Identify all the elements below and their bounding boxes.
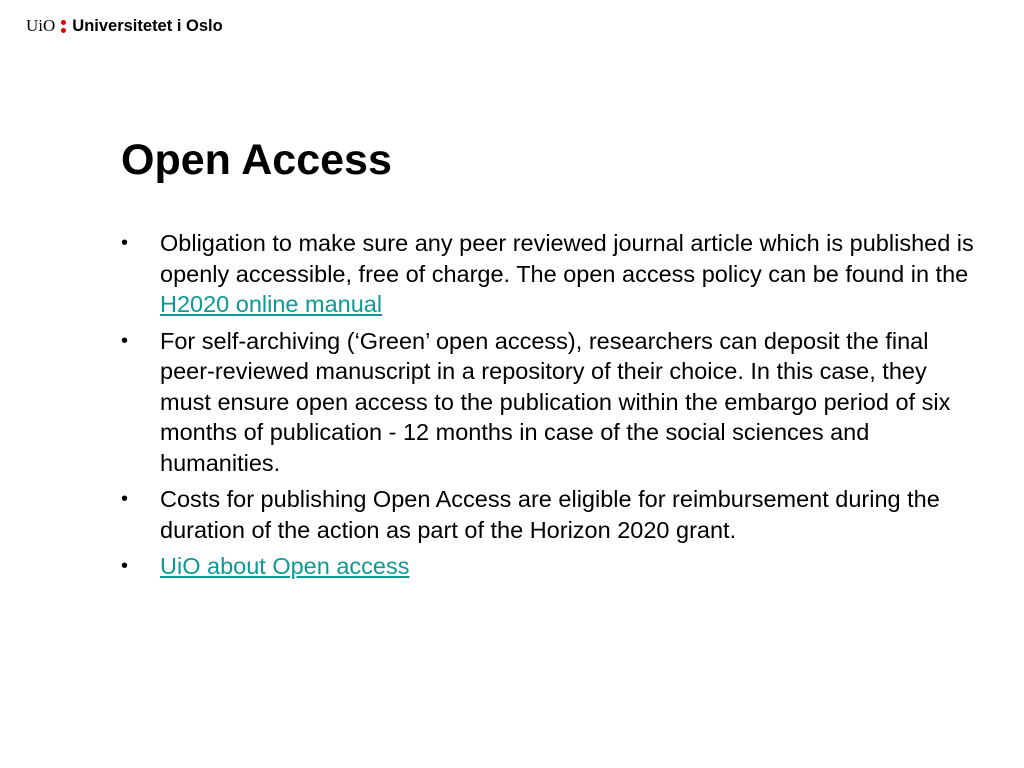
bullet-icon: • bbox=[121, 329, 129, 352]
logo-short-name: UiO bbox=[26, 16, 56, 35]
bullet-icon: • bbox=[121, 555, 129, 577]
bullet-item-self-archiving bbox=[121, 326, 981, 479]
h2020-manual-link[interactable]: H2020 online manual bbox=[160, 291, 383, 317]
bullet-item-obligation bbox=[121, 228, 981, 320]
bullet-icon: • bbox=[121, 488, 129, 510]
logo-dot bbox=[61, 28, 66, 33]
bullet-text: Obligation to make sure any peer reviewed journal article which is published is openly accessible, free of charge. The open access policy can be found in the bbox=[160, 230, 974, 287]
bullet-item-uio-link bbox=[121, 551, 981, 582]
logo-dot bbox=[61, 20, 66, 25]
bullet-text: For self-archiving (‘Green’ open access), researchers can deposit the final peer-reviewed manuscript in a repository of their choice. In this case, they must ensure open access to the publication within the embargo period of six months of publication - 12 months in case of the social sciences and humanities. bbox=[160, 327, 951, 476]
logo-dots-icon bbox=[61, 20, 66, 33]
uio-open-access-link[interactable]: UiO about Open access bbox=[160, 553, 410, 579]
bullet-icon: • bbox=[121, 232, 129, 254]
uio-logo bbox=[26, 14, 223, 38]
slide-title: Open Access bbox=[121, 136, 392, 184]
bullet-text: Costs for publishing Open Access are eligible for reimbursement during the duration of the action as part of the Horizon 2020 grant. bbox=[160, 486, 940, 543]
bullet-list bbox=[121, 228, 981, 588]
bullet-item-costs bbox=[121, 484, 981, 545]
logo-university-name: Universitetet i Oslo bbox=[72, 16, 223, 35]
